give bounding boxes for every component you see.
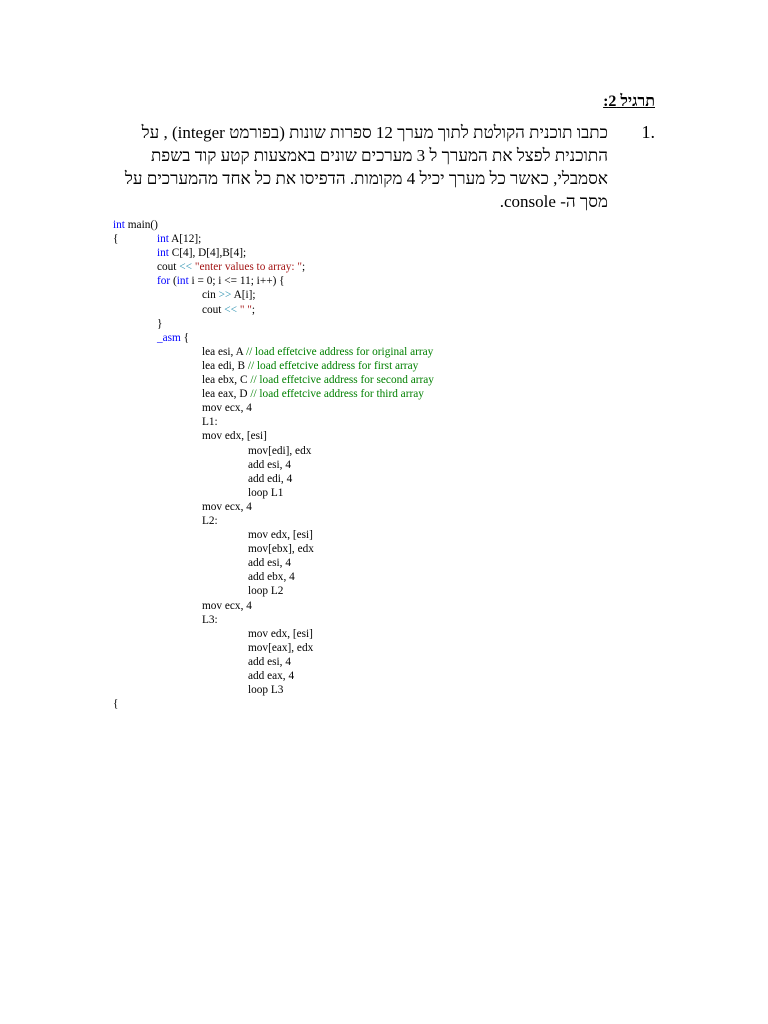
question-number: 1.	[641, 122, 655, 142]
code-line-29: L3:	[202, 613, 218, 626]
code-line-12: lea ebx, C // load effetcive address for second array	[202, 374, 434, 387]
code-line-35: {	[113, 698, 119, 711]
code-line-2: { int A[12];	[113, 233, 202, 246]
code-line-1: int main()	[113, 219, 158, 231]
code-line-15: L1:	[202, 416, 218, 429]
code-line-34: loop L3	[248, 684, 284, 697]
question-text: כתבו תוכנית הקולטת לתוך מערך 12 ספרות שונות (בפורמט integer) , על התוכנית לפצל את המערך ל 3 מערכים שונים באמצעות קטע קוד בשפת אסמבלי, כאשר כל מערך יכיל 4 מקומות. הדפיסו את כל אחד מהמערכים על מסך ה- console.	[124, 123, 608, 211]
code-line-5: for (int i = 0; i <= 11; i++) {	[157, 275, 285, 288]
code-line-30: mov edx, [esi]	[248, 627, 313, 640]
exercise-title: תרגיל 2:	[603, 93, 655, 110]
code-line-24: mov[ebx], edx	[248, 543, 314, 556]
code-line-10: lea esi, A // load effetcive address for original array	[202, 345, 434, 358]
code-line-3: int C[4], D[4],B[4];	[157, 247, 247, 260]
code-line-26: add ebx, 4	[248, 571, 295, 584]
code-line-28: mov ecx, 4	[202, 599, 252, 612]
code-line-31: mov[eax], edx	[248, 641, 314, 654]
code-line-22: L2:	[202, 514, 218, 527]
code-line-19: add edi, 4	[248, 472, 293, 485]
code-line-9: _asm {	[157, 331, 190, 344]
code-line-11: lea edi, B // load effetcive address for first array	[202, 359, 419, 372]
code-line-4: cout << "enter values to array: ";	[157, 261, 306, 274]
code-line-21: mov ecx, 4	[202, 500, 252, 513]
code-line-25: add esi, 4	[248, 557, 291, 570]
code-line-13: lea eax, D // load effetcive address for third array	[202, 388, 424, 401]
code-line-20: loop L1	[248, 486, 284, 499]
code-line-32: add esi, 4	[248, 655, 291, 668]
code-line-14: mov ecx, 4	[202, 402, 252, 415]
code-line-7: cout << " ";	[202, 303, 256, 316]
code-block	[113, 218, 434, 711]
code-line-27: loop L2	[248, 585, 284, 598]
code-line-6: cin >> A[i];	[202, 289, 256, 302]
code-line-23: mov edx, [esi]	[248, 529, 313, 542]
code-line-17: mov[edi], edx	[248, 444, 312, 457]
code-line-18: add esi, 4	[248, 458, 291, 471]
code-line-16: mov edx, [esi]	[202, 430, 267, 443]
code-line-33: add eax, 4	[248, 670, 295, 682]
code-line-8: }	[157, 317, 163, 330]
